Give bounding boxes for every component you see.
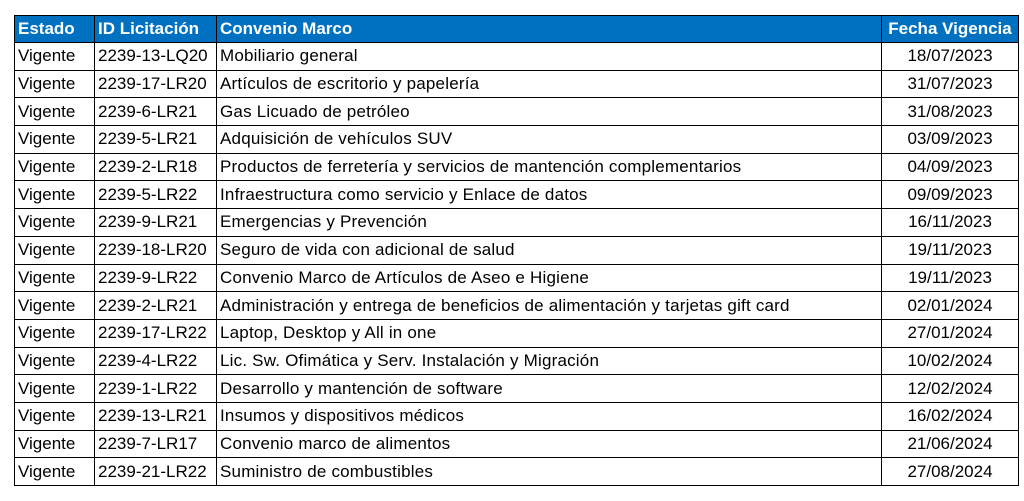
table-row bbox=[15, 209, 1019, 237]
table-row bbox=[15, 153, 1019, 181]
header-fecha-vigencia: Fecha Vigencia bbox=[882, 16, 1019, 43]
table-body bbox=[15, 43, 1019, 486]
cell-estado: Vigente bbox=[15, 43, 95, 71]
table-row bbox=[15, 347, 1019, 375]
table-row bbox=[15, 319, 1019, 347]
cell-convenio-marco: Convenio Marco de Artículos de Aseo e Higiene bbox=[217, 264, 882, 292]
table-row bbox=[15, 98, 1019, 126]
cell-estado: Vigente bbox=[15, 153, 95, 181]
cell-fecha-vigencia: 02/01/2024 bbox=[882, 292, 1019, 320]
convenios-table-container bbox=[14, 15, 1019, 486]
table-row bbox=[15, 43, 1019, 71]
cell-estado: Vigente bbox=[15, 70, 95, 98]
cell-fecha-vigencia: 21/06/2024 bbox=[882, 430, 1019, 458]
cell-estado: Vigente bbox=[15, 98, 95, 126]
cell-id-licitacion: 2239-17-LR20 bbox=[95, 70, 217, 98]
cell-fecha-vigencia: 10/02/2024 bbox=[882, 347, 1019, 375]
header-estado: Estado bbox=[15, 16, 95, 43]
cell-fecha-vigencia: 16/11/2023 bbox=[882, 209, 1019, 237]
cell-id-licitacion: 2239-2-LR18 bbox=[95, 153, 217, 181]
table-row bbox=[15, 70, 1019, 98]
cell-convenio-marco: Adquisición de vehículos SUV bbox=[217, 126, 882, 154]
cell-convenio-marco: Mobiliario general bbox=[217, 43, 882, 71]
cell-fecha-vigencia: 31/07/2023 bbox=[882, 70, 1019, 98]
cell-estado: Vigente bbox=[15, 319, 95, 347]
convenios-table bbox=[14, 15, 1019, 486]
cell-convenio-marco: Gas Licuado de petróleo bbox=[217, 98, 882, 126]
cell-convenio-marco: Seguro de vida con adicional de salud bbox=[217, 236, 882, 264]
cell-estado: Vigente bbox=[15, 458, 95, 486]
cell-fecha-vigencia: 12/02/2024 bbox=[882, 375, 1019, 403]
cell-convenio-marco: Administración y entrega de beneficios de alimentación y tarjetas gift card bbox=[217, 292, 882, 320]
table-row bbox=[15, 236, 1019, 264]
table-row bbox=[15, 181, 1019, 209]
cell-id-licitacion: 2239-13-LR21 bbox=[95, 402, 217, 430]
cell-fecha-vigencia: 04/09/2023 bbox=[882, 153, 1019, 181]
cell-estado: Vigente bbox=[15, 264, 95, 292]
cell-id-licitacion: 2239-18-LR20 bbox=[95, 236, 217, 264]
table-row bbox=[15, 264, 1019, 292]
cell-estado: Vigente bbox=[15, 126, 95, 154]
cell-fecha-vigencia: 19/11/2023 bbox=[882, 236, 1019, 264]
table-row bbox=[15, 292, 1019, 320]
cell-convenio-marco: Insumos y dispositivos médicos bbox=[217, 402, 882, 430]
cell-id-licitacion: 2239-5-LR21 bbox=[95, 126, 217, 154]
cell-estado: Vigente bbox=[15, 181, 95, 209]
cell-id-licitacion: 2239-9-LR21 bbox=[95, 209, 217, 237]
cell-id-licitacion: 2239-5-LR22 bbox=[95, 181, 217, 209]
cell-id-licitacion: 2239-7-LR17 bbox=[95, 430, 217, 458]
cell-convenio-marco: Lic. Sw. Ofimática y Serv. Instalación y Migración bbox=[217, 347, 882, 375]
cell-id-licitacion: 2239-4-LR22 bbox=[95, 347, 217, 375]
cell-estado: Vigente bbox=[15, 430, 95, 458]
cell-fecha-vigencia: 19/11/2023 bbox=[882, 264, 1019, 292]
cell-estado: Vigente bbox=[15, 375, 95, 403]
cell-fecha-vigencia: 09/09/2023 bbox=[882, 181, 1019, 209]
table-row bbox=[15, 375, 1019, 403]
table-row bbox=[15, 458, 1019, 486]
cell-fecha-vigencia: 27/08/2024 bbox=[882, 458, 1019, 486]
table-row bbox=[15, 126, 1019, 154]
cell-convenio-marco: Artículos de escritorio y papelería bbox=[217, 70, 882, 98]
cell-id-licitacion: 2239-9-LR22 bbox=[95, 264, 217, 292]
cell-estado: Vigente bbox=[15, 292, 95, 320]
cell-convenio-marco: Convenio marco de alimentos bbox=[217, 430, 882, 458]
table-row bbox=[15, 430, 1019, 458]
cell-convenio-marco: Productos de ferretería y servicios de mantención complementarios bbox=[217, 153, 882, 181]
cell-id-licitacion: 2239-2-LR21 bbox=[95, 292, 217, 320]
cell-fecha-vigencia: 03/09/2023 bbox=[882, 126, 1019, 154]
cell-estado: Vigente bbox=[15, 209, 95, 237]
cell-convenio-marco: Suministro de combustibles bbox=[217, 458, 882, 486]
cell-fecha-vigencia: 16/02/2024 bbox=[882, 402, 1019, 430]
header-convenio-marco: Convenio Marco bbox=[217, 16, 882, 43]
cell-estado: Vigente bbox=[15, 236, 95, 264]
header-id-licitacion: ID Licitación bbox=[95, 16, 217, 43]
cell-convenio-marco: Emergencias y Prevención bbox=[217, 209, 882, 237]
cell-convenio-marco: Laptop, Desktop y All in one bbox=[217, 319, 882, 347]
cell-estado: Vigente bbox=[15, 347, 95, 375]
cell-id-licitacion: 2239-6-LR21 bbox=[95, 98, 217, 126]
cell-fecha-vigencia: 31/08/2023 bbox=[882, 98, 1019, 126]
cell-id-licitacion: 2239-21-LR22 bbox=[95, 458, 217, 486]
table-row bbox=[15, 402, 1019, 430]
cell-fecha-vigencia: 18/07/2023 bbox=[882, 43, 1019, 71]
cell-id-licitacion: 2239-17-LR22 bbox=[95, 319, 217, 347]
cell-fecha-vigencia: 27/01/2024 bbox=[882, 319, 1019, 347]
header-row bbox=[15, 16, 1019, 43]
cell-convenio-marco: Infraestructura como servicio y Enlace de datos bbox=[217, 181, 882, 209]
cell-id-licitacion: 2239-13-LQ20 bbox=[95, 43, 217, 71]
cell-id-licitacion: 2239-1-LR22 bbox=[95, 375, 217, 403]
cell-convenio-marco: Desarrollo y mantención de software bbox=[217, 375, 882, 403]
cell-estado: Vigente bbox=[15, 402, 95, 430]
table-header bbox=[15, 16, 1019, 43]
